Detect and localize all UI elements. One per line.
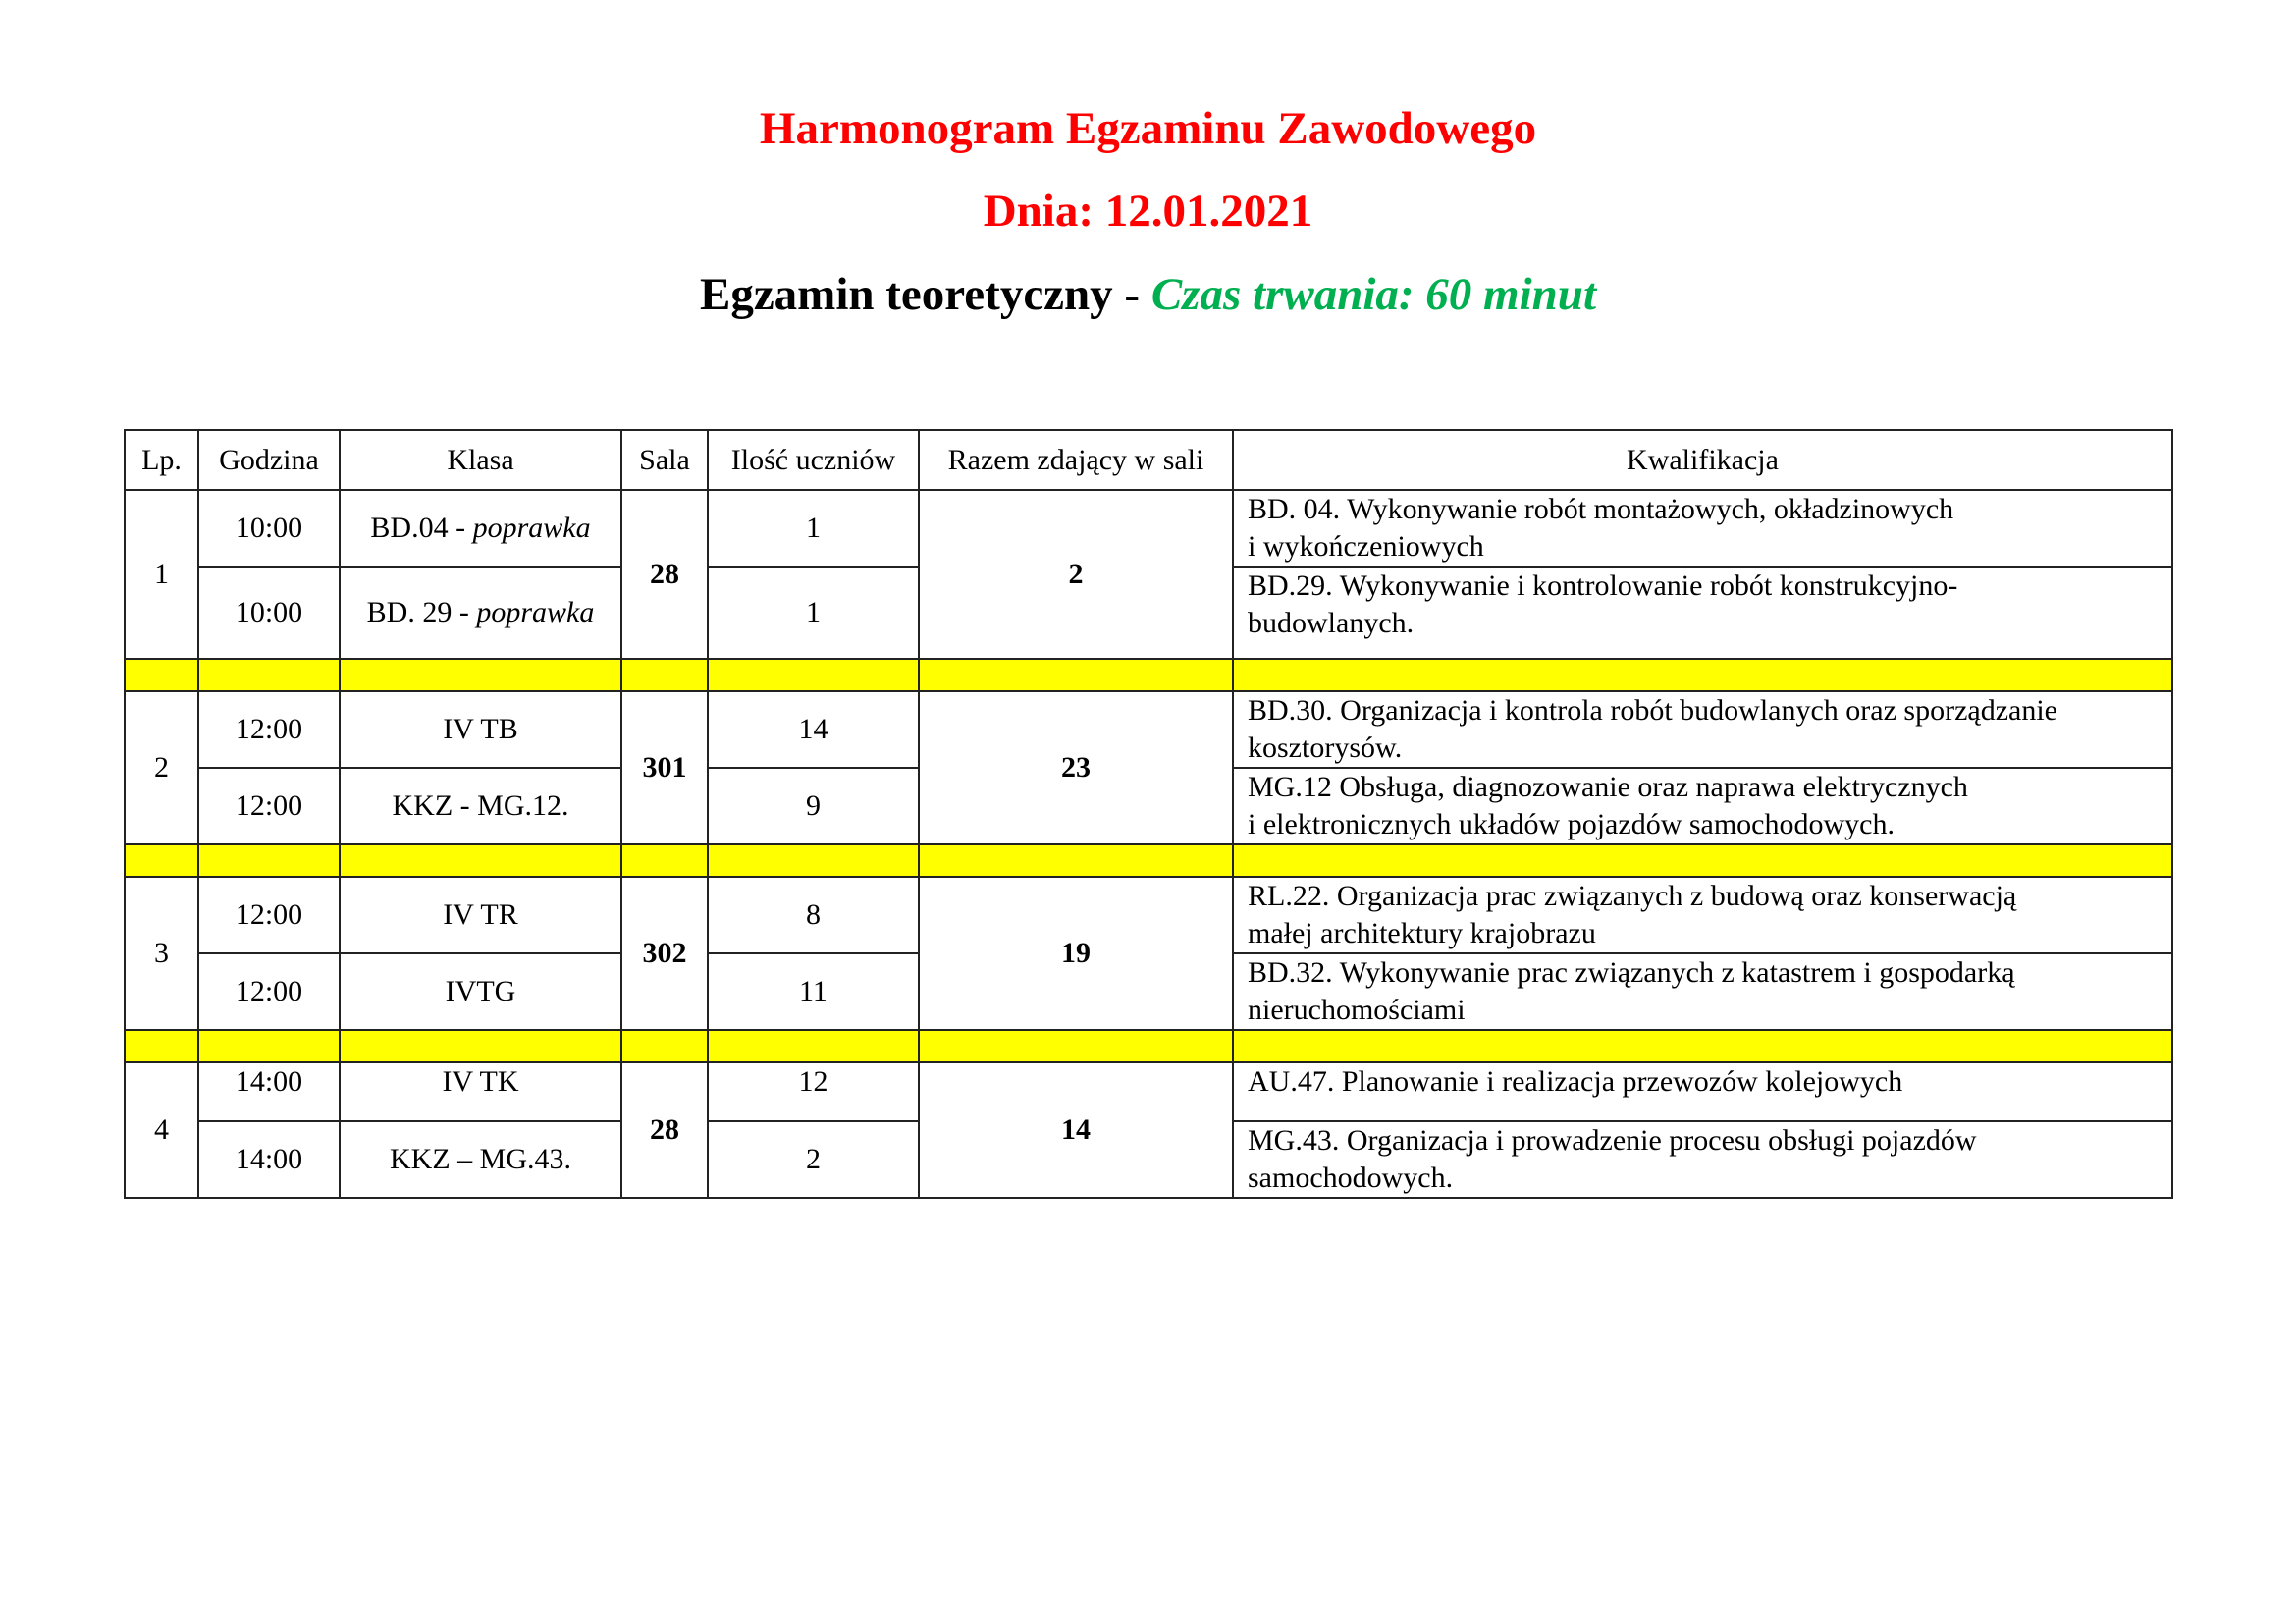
document-title: Harmonogram Egzaminu Zawodowego	[759, 103, 1537, 154]
kwalifikacja-line: BD.30. Organizacja i kontrola robót budowlanych oraz sporządzanie	[1248, 694, 2057, 727]
cell-ilosc: 2	[708, 1121, 919, 1198]
kwalifikacja-line: budowlanych.	[1248, 607, 1415, 639]
kwalifikacja-line: BD.32. Wykonywanie prac związanych z katastrem i gospodarką	[1248, 956, 2015, 989]
cell-godzina: 14:00	[198, 1121, 340, 1198]
kwalifikacja-line: nieruchomościami	[1248, 994, 1466, 1026]
cell-klasa	[340, 490, 621, 567]
cell-sala: 301	[621, 691, 708, 844]
cell-ilosc: 8	[708, 877, 919, 953]
col-header-ilosc: Ilość uczniów	[708, 430, 919, 490]
exam-type-line	[0, 267, 2296, 322]
klasa-code: BD. 29 -	[366, 596, 477, 628]
cell-kwalifikacja	[1233, 877, 2172, 953]
kwalifikacja-line: MG.12 Obsługa, diagnozowanie oraz naprawa elektrycznych	[1248, 771, 1968, 803]
cell-ilosc: 1	[708, 567, 919, 659]
cell-ilosc: 14	[708, 691, 919, 768]
kwalifikacja-line: BD.29. Wykonywanie i kontrolowanie robót konstrukcyjno-	[1248, 569, 1958, 602]
kwalifikacja-line: RL.22. Organizacja prac związanych z budową oraz konserwacją	[1248, 880, 2017, 912]
cell-godzina: 12:00	[198, 768, 340, 844]
cell-kwalifikacja	[1233, 567, 2172, 659]
cell-lp: 3	[125, 877, 198, 1030]
kwalifikacja-line: AU.47. Planowanie i realizacja przewozów kolejowych	[1248, 1065, 1903, 1098]
cell-kwalifikacja	[1233, 953, 2172, 1030]
cell-kwalifikacja	[1233, 768, 2172, 844]
cell-razem: 19	[919, 877, 1233, 1030]
cell-klasa: IVTG	[340, 953, 621, 1030]
cell-kwalifikacja	[1233, 691, 2172, 768]
cell-klasa: IV TR	[340, 877, 621, 953]
kwalifikacja-line: małej architektury krajobrazu	[1248, 917, 1596, 949]
exam-date: Dnia: 12.01.2021	[983, 186, 1313, 237]
cell-sala: 28	[621, 490, 708, 659]
kwalifikacja-line: BD. 04. Wykonywanie robót montażowych, okładzinowych	[1248, 493, 1954, 525]
cell-godzina: 12:00	[198, 691, 340, 768]
cell-ilosc: 11	[708, 953, 919, 1030]
separator-row	[125, 659, 2172, 691]
schedule-table	[124, 429, 2173, 1199]
cell-godzina: 10:00	[198, 490, 340, 567]
cell-godzina: 12:00	[198, 877, 340, 953]
cell-razem: 14	[919, 1062, 1233, 1198]
cell-kwalifikacja	[1233, 490, 2172, 567]
klasa-note: poprawka	[476, 596, 595, 628]
klasa-note: poprawka	[472, 512, 591, 544]
cell-ilosc: 12	[708, 1062, 919, 1121]
table-row	[125, 877, 2172, 953]
col-header-klasa: Klasa	[340, 430, 621, 490]
cell-lp: 2	[125, 691, 198, 844]
separator-row	[125, 1030, 2172, 1062]
cell-klasa: IV TK	[340, 1062, 621, 1121]
kwalifikacja-line: i wykończeniowych	[1248, 530, 1484, 563]
table-row	[125, 1062, 2172, 1121]
kwalifikacja-line: MG.43. Organizacja i prowadzenie procesu obsługi pojazdów	[1248, 1124, 1977, 1157]
kwalifikacja-line: samochodowych.	[1248, 1162, 1454, 1194]
cell-klasa: KKZ – MG.43.	[340, 1121, 621, 1198]
table-row	[125, 691, 2172, 768]
cell-klasa: IV TB	[340, 691, 621, 768]
table-header-row	[125, 430, 2172, 490]
exam-type: Egzamin teoretyczny -	[699, 269, 1151, 320]
col-header-sala: Sala	[621, 430, 708, 490]
cell-ilosc: 9	[708, 768, 919, 844]
cell-sala: 302	[621, 877, 708, 1030]
cell-godzina: 10:00	[198, 567, 340, 659]
col-header-kwalifikacja: Kwalifikacja	[1233, 430, 2172, 490]
kwalifikacja-line: i elektronicznych układów pojazdów samochodowych.	[1248, 808, 1895, 840]
table-row	[125, 490, 2172, 567]
col-header-razem: Razem zdający w sali	[919, 430, 1233, 490]
col-header-lp: Lp.	[125, 430, 198, 490]
cell-godzina: 14:00	[198, 1062, 340, 1121]
exam-duration: Czas trwania: 60 minut	[1150, 269, 1597, 320]
col-header-godzina: Godzina	[198, 430, 340, 490]
cell-razem: 23	[919, 691, 1233, 844]
cell-klasa	[340, 567, 621, 659]
separator-row	[125, 844, 2172, 877]
cell-lp: 4	[125, 1062, 198, 1198]
cell-razem: 2	[919, 490, 1233, 659]
klasa-code: BD.04 -	[370, 512, 473, 544]
cell-lp: 1	[125, 490, 198, 659]
cell-ilosc: 1	[708, 490, 919, 567]
cell-kwalifikacja	[1233, 1062, 2172, 1121]
cell-godzina: 12:00	[198, 953, 340, 1030]
cell-klasa: KKZ - MG.12.	[340, 768, 621, 844]
cell-sala: 28	[621, 1062, 708, 1198]
kwalifikacja-line: kosztorysów.	[1248, 731, 1403, 764]
cell-kwalifikacja	[1233, 1121, 2172, 1198]
